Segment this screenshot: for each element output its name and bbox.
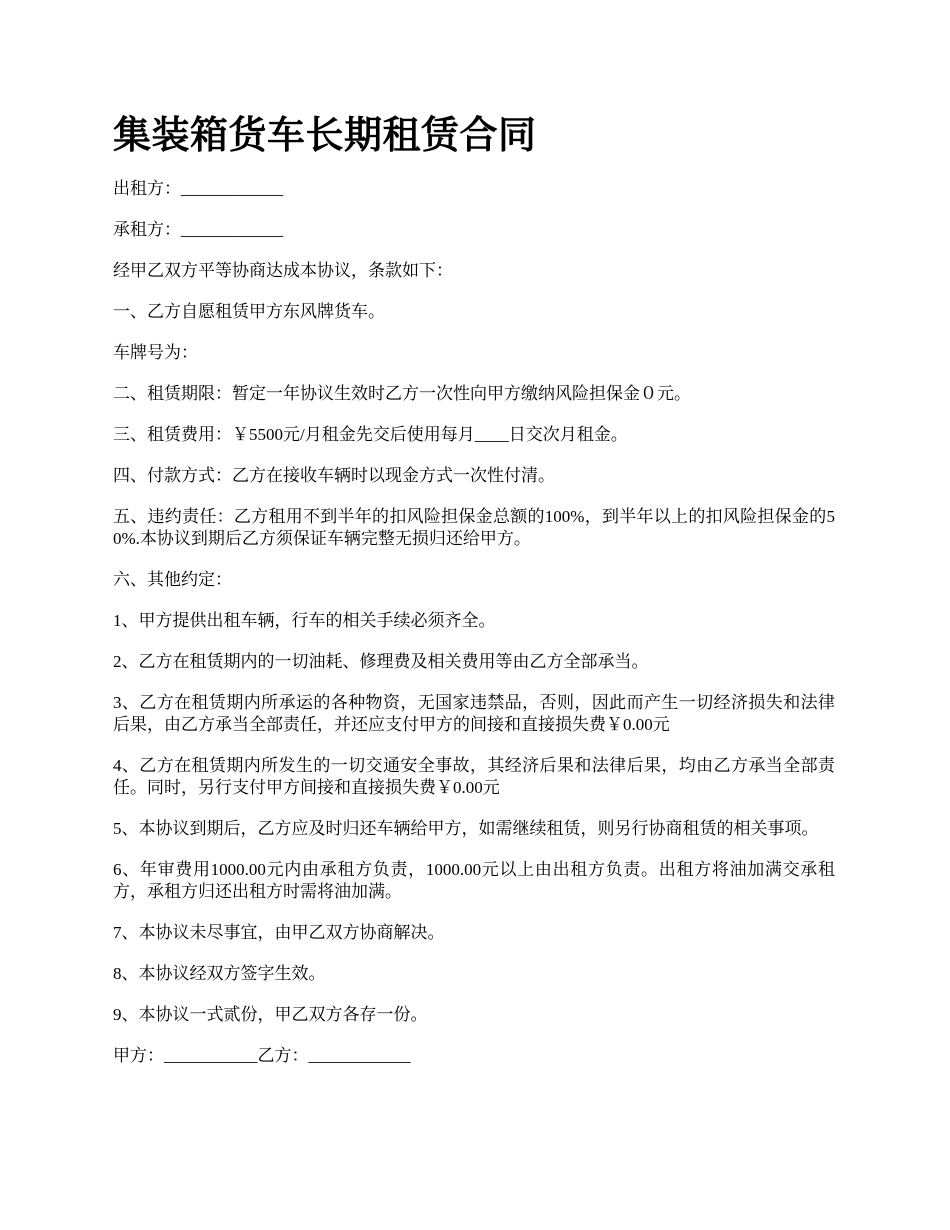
sub-clause-7: 7、本协议未尽事宜，由甲乙双方协商解决。 [113, 923, 445, 942]
plate-number-line: 车牌号为： [113, 343, 198, 362]
clause-4: 四、付款方式：乙方在接收车辆时以现金方式一次性付清。 [113, 466, 555, 485]
lessee-line: 承租方：____________ [113, 220, 283, 239]
sub-clause-2: 2、乙方在租赁期内的一切油耗、修理费及相关费用等由乙方全部承当。 [113, 652, 649, 671]
clause-5: 五、违约责任：乙方租用不到半年的扣风险担保金总额的100%，到半年以上的扣风险担保金的50%.本协议到期后乙方须保证车辆完整无损归还给甲方。 [113, 507, 835, 548]
sub-clause-8: 8、本协议经双方签字生效。 [113, 964, 326, 983]
clause-1: 一、乙方自愿租赁甲方东风牌货车。 [113, 302, 385, 321]
sub-clause-4: 4、乙方在租赁期内所发生的一切交通安全事故，其经济后果和法律后果，均由乙方承当全部责任。同时，另行支付甲方间接和直接损失费￥0.00元 [113, 756, 835, 797]
clause-2: 二、租赁期限：暂定一年协议生效时乙方一次性向甲方缴纳风险担保金０元。 [113, 384, 691, 403]
clause-3: 三、租赁费用：￥5500元/月租金先交后使用每月____日交次月租金。 [113, 425, 628, 444]
signature-line: 甲方：___________乙方：____________ [113, 1046, 411, 1065]
sub-clause-6: 6、年审费用1000.00元内由承租方负责，1000.00元以上由出租方负责。出租方将油加满交承租方，承租方归还出租方时需将油加满。 [113, 860, 835, 901]
lessor-line: 出租方：____________ [113, 179, 283, 198]
document-page [113, 112, 835, 1086]
sub-clause-1: 1、甲方提供出租车辆，行车的相关手续必须齐全。 [113, 611, 496, 630]
document-title: 集装箱货车长期租赁合同 [113, 115, 537, 157]
sub-clause-5: 5、本协议到期后，乙方应及时归还车辆给甲方，如需继续租赁，则另行协商租赁的相关事项。 [113, 819, 819, 838]
clause-6-heading: 六、其他约定： [113, 570, 232, 589]
preamble: 经甲乙双方平等协商达成本协议，条款如下： [113, 261, 453, 280]
sub-clause-9: 9、本协议一式贰份，甲乙双方各存一份。 [113, 1005, 428, 1024]
sub-clause-3: 3、乙方在租赁期内所承运的各种物资，无国家违禁品，否则，因此而产生一切经济损失和法律后果，由乙方承当全部责任，并还应支付甲方的间接和直接损失费￥0.00元 [113, 693, 835, 734]
